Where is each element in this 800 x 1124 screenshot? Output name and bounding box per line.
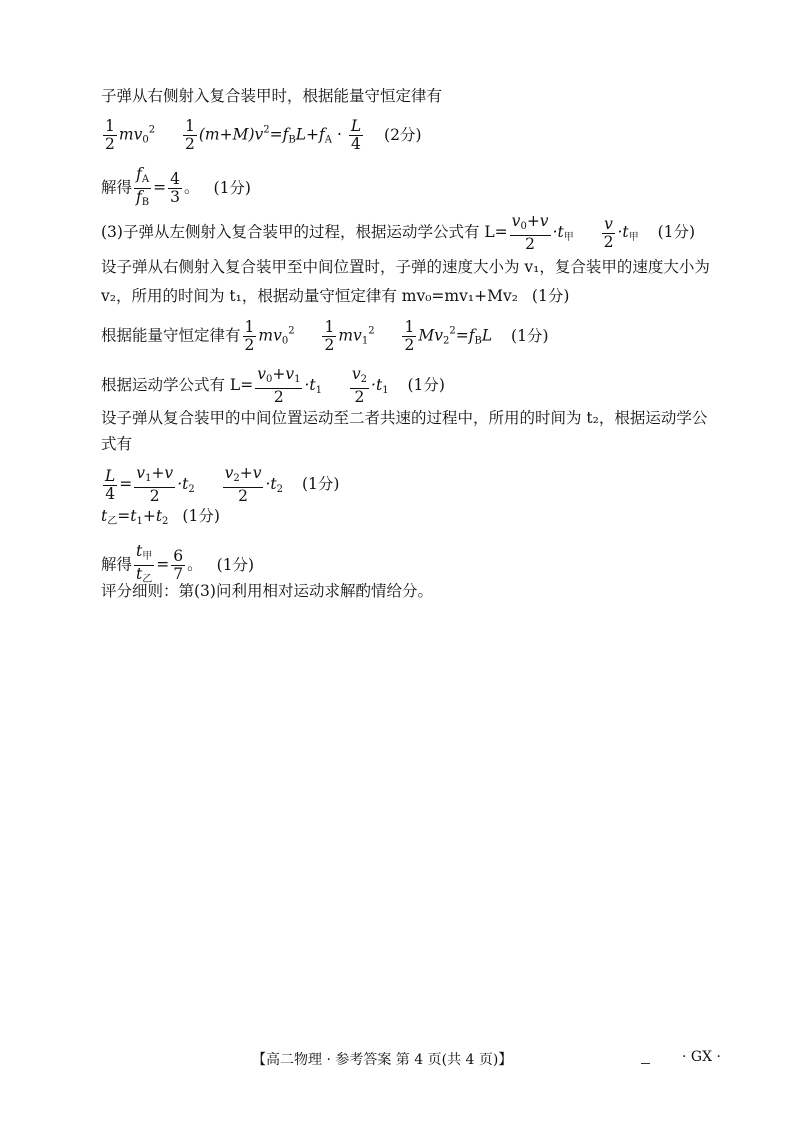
equation-kinematics-3: $\frac{L}{4}$ = $\frac{v_1+v}{2}$ $\cdot t_2$ $\frac{v_2+v}{2}$ $\cdot t_2$ (1分) xyxy=(105,464,340,505)
equation-kinematics-2: 根据运动学公式有 L= $\frac{v_0+v_1}{2}$ $\cdot t_1$ $\frac{v_2}{2}$ $\cdot t_1$ (1分) xyxy=(101,365,445,406)
equation-time-sum: $t_乙=t_1+t_2$ (1分) xyxy=(101,507,220,527)
line-part3-kinematics: (3)子弹从左侧射入复合装甲的过程，根据运动学公式有 L= $\frac{v_0+v}{2}$ $\cdot t_甲$ $\frac{v}{2}$ $\cdot t_甲$ (1分) xyxy=(101,212,696,253)
line-9: 设子弹从复合装甲的中间位置运动至二者共速的过程中，所用的时间为 t₂，根据运动学公 xyxy=(101,409,708,427)
footer-code: · GX · xyxy=(682,1049,721,1065)
scoring-note: 评分细则：第(3)问利用相对运动求解酌情给分。 xyxy=(101,582,433,600)
equation-energy: $\frac{1}{2}$ $mv_0^2$ $\frac{1}{2}$ $(m+M)v^2=f_BL+f_A$ · $\frac{L}{4}$ (2分) xyxy=(105,117,422,153)
line-1: 子弹从右侧射入复合装甲时，根据能量守恒定律有 xyxy=(101,87,443,105)
footer-dash xyxy=(641,1063,650,1064)
equation-ratio-a-b: 解得 $\frac{f_A}{f_B}$ = $\frac{4}{3}$ 。 (1分) xyxy=(101,165,251,208)
equation-time-ratio: 解得 $\frac{t_甲}{t_乙}$ = $\frac{6}{7}$ 。 (1分) xyxy=(101,542,255,585)
page-footer: 【高二物理 · 参考答案 第 4 页(共 4 页)】 xyxy=(252,1052,513,1068)
line-6: v₂，所用的时间为 t₁，根据动量守恒定律有 mv₀=mv₁+Mv₂ (1分) xyxy=(101,287,570,305)
line-10: 式有 xyxy=(101,435,133,453)
equation-energy-2: 根据能量守恒定律有 $\frac{1}{2}$ $mv_0^2$ $\frac{1}{2}$ $mv_1^2$ $\frac{1}{2}$ $Mv_2^2=f_BL$ (1分) xyxy=(101,318,549,354)
line-5: 设子弹从右侧射入复合装甲至中间位置时，子弹的速度大小为 v₁，复合装甲的速度大小为 xyxy=(101,258,710,276)
